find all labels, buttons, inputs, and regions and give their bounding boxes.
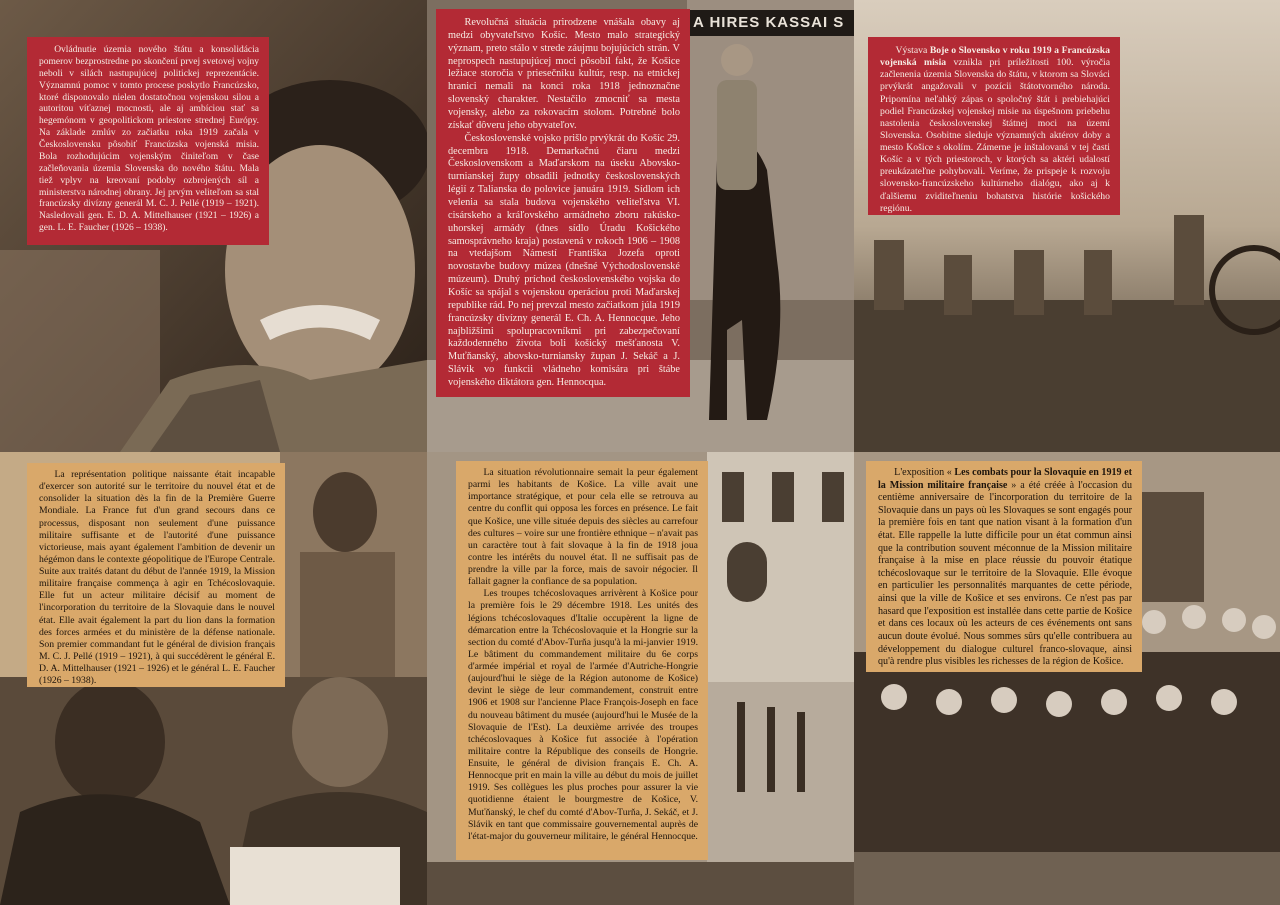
- text-slovak-kosice-p1: Revolučná situácia prirodzene vnášala obavy aj medzi obyvateľstvo Košíc. Mesto malo strategický význam, preto stálo v strede záujmu bojujúcich strán. V neprospech nastupujúcej moci pôsobil fakt, že Košice ležiace storočia v priesečníku kultúr, resp. na etnickej hranici nemali na konci roka 1918 jednoznačne slovenský charakter. Nestačilo zmocniť sa mesta vojensky, alebo za rokovacím stolom. Potrebné bolo získať dôveru jeho obyvateľov.: [448, 17, 680, 131]
- text-slovak-exhibition-rest: vznikla pri príležitosti 100. výročia začlenenia územia Slovenska do štátu, v ktorom sa Slováci prvýkrát angažovali v pozícii štátotvorného národa. Pripomína neľahký zápas o spoločný štát i prebiehajúci podiel Francúzskej vojenskej misie na úspešnom priebehu nastolenia československej štátnej moci na území Slovenska. Osobitne sleduje významných aktérov doby a mesto Košice s okolím. Zámerne je inštalovaná v tej časti Košíc a v tých priestoroch, v ktorých sa aktéri udalostí preukázateľne pohybovali. Veríme, že prispeje k rozvoju slovensko-francúzskeho kultúrneho dialógu, ako aj k ďalšiemu zviditeľneniu bohatstva histórie košického regiónu.: [880, 57, 1110, 214]
- text-box-slovak-intro: [27, 37, 269, 245]
- text-slovak-kosice-p2: Československé vojsko prišlo prvýkrát do Košíc 29. decembra 1918. Demarkačnú čiaru medzi Československom a Maďarskom na úseku Abovsko-turnianskej župy obsadili jednotky československých légií z Talianska do polovice januára 1919. Sídlom ich velenia sa stala budova vojenského veliteľstva VI. cisárskeho a kráľovského armádneho zboru rakúsko-uhorskej armády (dnes sídlo Úradu Košického samosprávneho kraja) postavená v rokoch 1906 – 1908 na vtedajšom Námestí Františka Jozefa oproti novostavbe budovy múzea (dnešné Východoslovenské múzeum). Druhý príchod československého vojska do Košíc sa spájal s vojenskou operáciou proti Maďarskej republike rád. Po nej prevzal mesto začiatkom júla 1919 francúzsky divízny generál E. Ch. A. Hennocque. Jeho najbližšími spolupracovníkmi pri zabezpečovaní každodenného života boli košický mešťanosta V. Muťňanský, abovsko-turniansky župan J. Sekáč a J. Slávik vo funkcii vládneho komisára pri štábe vojenského diktátora gen. Hennocqua.: [448, 132, 680, 389]
- exhibition-title-french: Les combats pour la Slovaquie en 1919 et la Mission militaire française: [878, 467, 1133, 491]
- panel-top-left: [0, 0, 427, 452]
- text-box-slovak-exhibition: [868, 37, 1120, 215]
- panel-bottom-middle: [427, 452, 854, 905]
- text-french-kosice-p1: La situation révolutionnaire semait la peur également parmi les habitants de Košice. La ville avait une importance stratégique, et pour cela elle se retrouva au centre du conflit qui opposa les forces en présence. Le fait que Košice, une ville située depuis des siècles au carrefour des cultures – voire sur une frontière ethnique – n'avait pas un caractère tout à fait slovaque à la fin de 1918 joua contre les intérêts du nouvel état. Il ne suffisait pas de prendre la ville par la force, mais de savoir négocier. Il fallait gagner la confiance de sa population.: [468, 467, 698, 588]
- text-french-intro: La représentation politique naissante était incapable d'exercer son autorité sur le territoire du nouvel état et de consolider la situation dès la fin de la Première Guerre Mondiale. La France fut d'un grand secours dans ce processus, disposant non seulement d'une puissance militaire suffisante et de l'autorité d'une puissance victorieuse, mais ayant également l'ambition de devenir un hégémon dans le contexte géopolitique de l'Europe Centrale. Suite aux traités datant du début de l'année 1919, la Mission militaire française commença à agir en Tchécoslovaquie. Elle fut un acteur militaire décisif au moment de l'incorporation du territoire de la Slovaquie dans le nouvel état. Elle avait également la part du lion dans la formation des forces armées et du ministère de la défense nationale. Son premier commandant fut le général de division français M. C. J. Pellé (1919 – 1921), à qui succédèrent le général E. D. A. Mittelhauser (1921 – 1926) et le général L. E. Faucher (1926 – 1938).: [39, 469, 275, 687]
- text-french-exhibition-rest: » a été créée à l'occasion du centième anniversaire de l'incorporation du territoire de la Slovaquie dans un pays où les Slovaques se sont engagés pour la première fois en tant que nation visant à la formation d'un état. Elle rappelle la lutte difficile pour un état commun ainsi que la contribution souvent méconnue de la Mission militaire française à la mise en place réussie du pouvoir étatique tchécoslovaque sur le territoire de la Slovaquie. Elle évoque en particulier les personnalités marquantes de cette période, ainsi que la ville de Košice et ses environs. Ce n'est pas par hasard que l'exposition est installée dans cette partie de Košice et dans ces locaux où les acteurs de ces événements ont sans aucun doute évolué. Nous sommes sûrs qu'elle contribuera au développement du dialogue culturel franco-slovaque, ainsi qu'à rendre plus visibles les richesses de la région de Košice.: [878, 479, 1132, 668]
- panel-top-middle: [427, 0, 854, 452]
- text-french-exhibition: [878, 467, 1132, 669]
- text-slovak-exhibition: [880, 45, 1110, 215]
- text-slovak-intro: Ovládnutie územia nového štátu a konsolidácia pomerov bezprostredne po skončení prvej svetovej vojny neboli v silách nastupujúcej politickej reprezentácie. Významnú pomoc v tomto procese poskytlo Francúzsko, ktoré disponovalo nielen dostatočnou vojenskou silou a autoritou víťaznej mocnosti, ale aj ambíciou stať sa hegemónom v geopolitickom priestore strednej Európy. Na základe zmlúv zo začiatku roka 1919 začala v Československu pôsobiť Francúzska vojenská misia. Bola rozhodujúcim vojenským činiteľom v čase začleňovania územia Slovenska do nového štátu. Mala tiež vplyv na kreovaní podoby ozbrojených síl a ministerstva národnej obrany. Jej prvým veliteľom sa stal francúzsky divízny generál M. C. J. Pellé (1919 – 1921). Nasledovali gen. E. D. A. Mittelhauser (1921 – 1926) a gen. L. E. Faucher (1926 – 1938).: [39, 45, 259, 234]
- text-box-french-kosice: [456, 461, 708, 860]
- text-box-slovak-kosice: [436, 9, 690, 397]
- exhibition-title-slovak: Boje o Slovensko v roku 1919 a Francúzska vojenská misia: [880, 45, 1111, 69]
- panel-top-right: [854, 0, 1280, 452]
- text-box-french-intro: [27, 463, 285, 687]
- text-box-french-exhibition: [866, 461, 1142, 672]
- panel-bottom-right: [854, 452, 1280, 905]
- text-french-exhibition-lead: L'exposition «: [894, 467, 955, 478]
- panel-bottom-left: [0, 452, 427, 905]
- shop-sign: A HIRES KASSAI S: [689, 10, 854, 36]
- text-french-kosice-p2: Les troupes tchécoslovaques arrivèrent à Košice pour la première fois le 29 décembre 1918. Les unités des légions tchécoslovaques d'Italie occupèrent la ligne de démarcation entre la Tchécoslovaquie et la Hongrie sur la section du comté d'Abov-Turňa jusqu'à la mi-janvier 1919. Le bâtiment du commandement militaire du 6e corps d'armée impérial et royal de l'armée d'Autriche-Hongrie (aujourd'hui le siège de la Région autonome de Košice) devint le siège de leur commandement, construit entre 1906 et 1908 sur l'ancienne Place François-Joseph en face du nouveau bâtiment du musée (aujourd'hui le Musée de la Slovaquie de l'Est). La deuxième arrivée des troupes tchécoslovaques à Košice fut associée à l'opération militaire contre la République des conseils de Hongrie. Ensuite, le général de division français E. Ch. A. Hennocque prit en main la ville au début du mois de juillet 1919. Ses collègues les plus proches pour assurer la vie quotidienne étaient le bourgmestre de Košice, V. Muťňanský, le chef du comté d'Abov-Turňa, J. Sekáč, et J. Slávik en tant que commissaire gouvernemental auprès de l'état-major du gouverneur militaire, le général Hennocque.: [468, 588, 698, 842]
- text-slovak-exhibition-lead: Výstava: [895, 45, 930, 56]
